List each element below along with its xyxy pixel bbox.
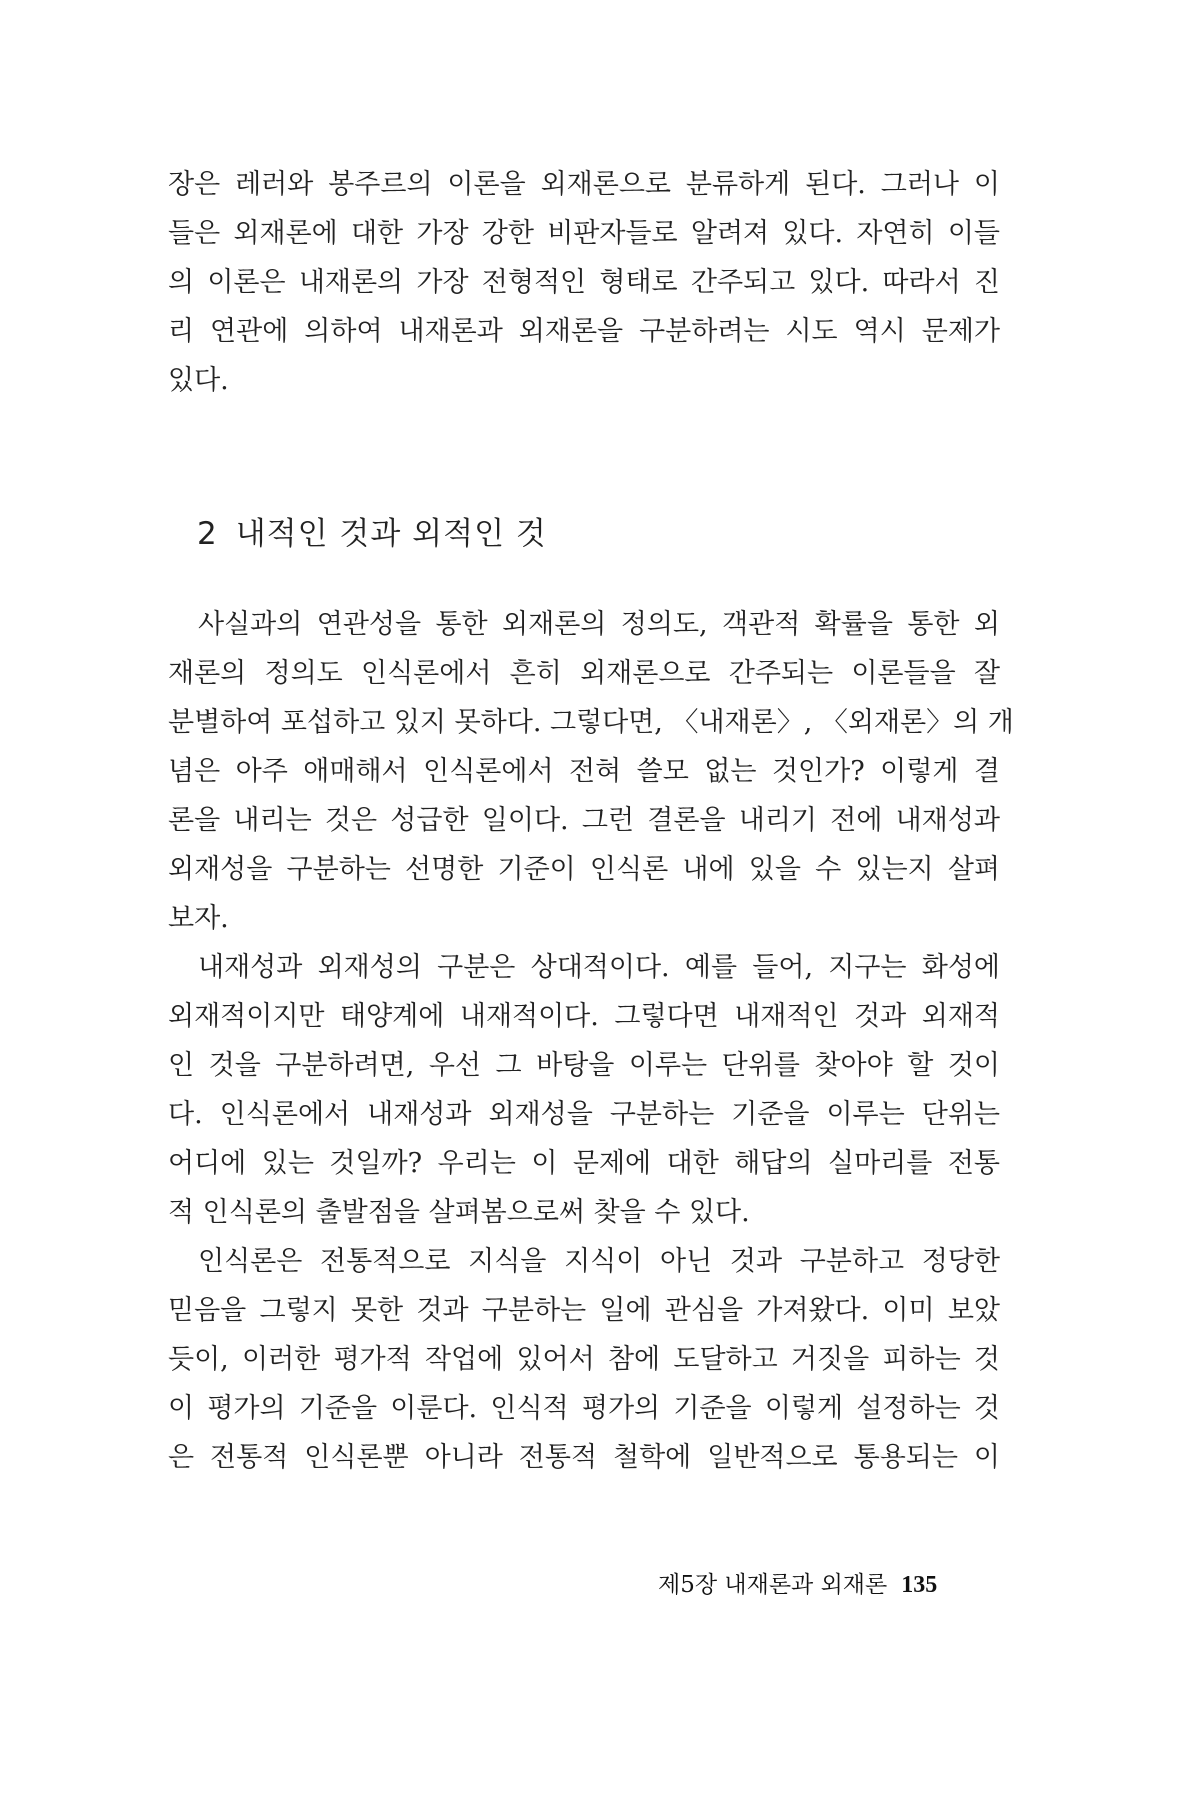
text-line: 인식론은 전통적으로 지식을 지식이 아닌 것과 구분하고 정당한: [198, 1246, 1000, 1277]
text-line: 듯이, 이러한 평가적 작업에 있어서 참에 도달하고 거짓을 피하는 것: [168, 1344, 1000, 1375]
text-line: 인 것을 구분하려면, 우선 그 바탕을 이루는 단위를 찾아야 할 것이: [168, 1050, 1000, 1081]
paragraph: [168, 943, 1000, 1237]
text-line: 리 연관에 의하여 내재론과 외재론을 구분하려는 시도 역시 문제가: [168, 316, 1000, 347]
page-number: 135: [901, 1572, 938, 1598]
text-line: 이 평가의 기준을 이룬다. 인식적 평가의 기준을 이렇게 설정하는 것: [168, 1393, 1000, 1424]
paragraph: [168, 1237, 1000, 1482]
text-line: 내재성과 외재성의 구분은 상대적이다. 예를 들어, 지구는 화성에: [198, 952, 1000, 983]
page-footer: [658, 1566, 937, 1599]
text-line: 다. 인식론에서 내재성과 외재성을 구분하는 기준을 이루는 단위는: [168, 1099, 1000, 1130]
text-line: 론을 내리는 것은 성급한 일이다. 그런 결론을 내리기 전에 내재성과: [168, 805, 1000, 836]
body-text: [168, 600, 1014, 1482]
text-line: 사실과의 연관성을 통한 외재론의 정의도, 객관적 확률을 통한 외: [198, 609, 1000, 640]
text-line: 재론의 정의도 인식론에서 흔히 외재론으로 간주되는 이론들을 잘: [168, 658, 1000, 689]
text-line: 은 전통적 인식론뿐 아니라 전통적 철학에 일반적으로 통용되는 이: [168, 1442, 1000, 1473]
text-line: 보자.: [168, 903, 229, 934]
text-line: 분별하여 포섭하고 있지 못하다. 그렇다면, 〈내재론〉, 〈외재론〉의 개: [168, 707, 1014, 738]
text-line: 적 인식론의 출발점을 살펴봄으로써 찾을 수 있다.: [168, 1197, 750, 1228]
text-line: 의 이론은 내재론의 가장 전형적인 형태로 간주되고 있다. 따라서 진: [168, 267, 1000, 298]
text-line: 믿음을 그렇지 못한 것과 구분하는 일에 관심을 가져왔다. 이미 보았: [168, 1295, 1000, 1326]
section-title: 내적인 것과 외적인 것: [235, 516, 547, 552]
continued-paragraph: [168, 160, 1000, 405]
section-number: 2: [197, 516, 218, 552]
text-line: 념은 아주 애매해서 인식론에서 전혀 쓸모 없는 것인가? 이렇게 결: [168, 756, 1000, 787]
text-line: 있다.: [168, 365, 229, 396]
text-line: 들은 외재론에 대한 가장 강한 비판자들로 알려져 있다. 자연히 이들: [168, 218, 1000, 249]
paragraph: [168, 600, 1014, 943]
text-line: 외재성을 구분하는 선명한 기준이 인식론 내에 있을 수 있는지 살펴: [168, 854, 1000, 885]
section-heading: [197, 508, 547, 553]
text-line: 외재적이지만 태양계에 내재적이다. 그렇다면 내재적인 것과 외재적: [168, 1001, 1000, 1032]
running-chapter-title: 제5장 내재론과 외재론: [658, 1572, 888, 1598]
text-line: 어디에 있는 것일까? 우리는 이 문제에 대한 해답의 실마리를 전통: [168, 1148, 1000, 1179]
text-line: 장은 레러와 봉주르의 이론을 외재론으로 분류하게 된다. 그러나 이: [168, 169, 1000, 200]
